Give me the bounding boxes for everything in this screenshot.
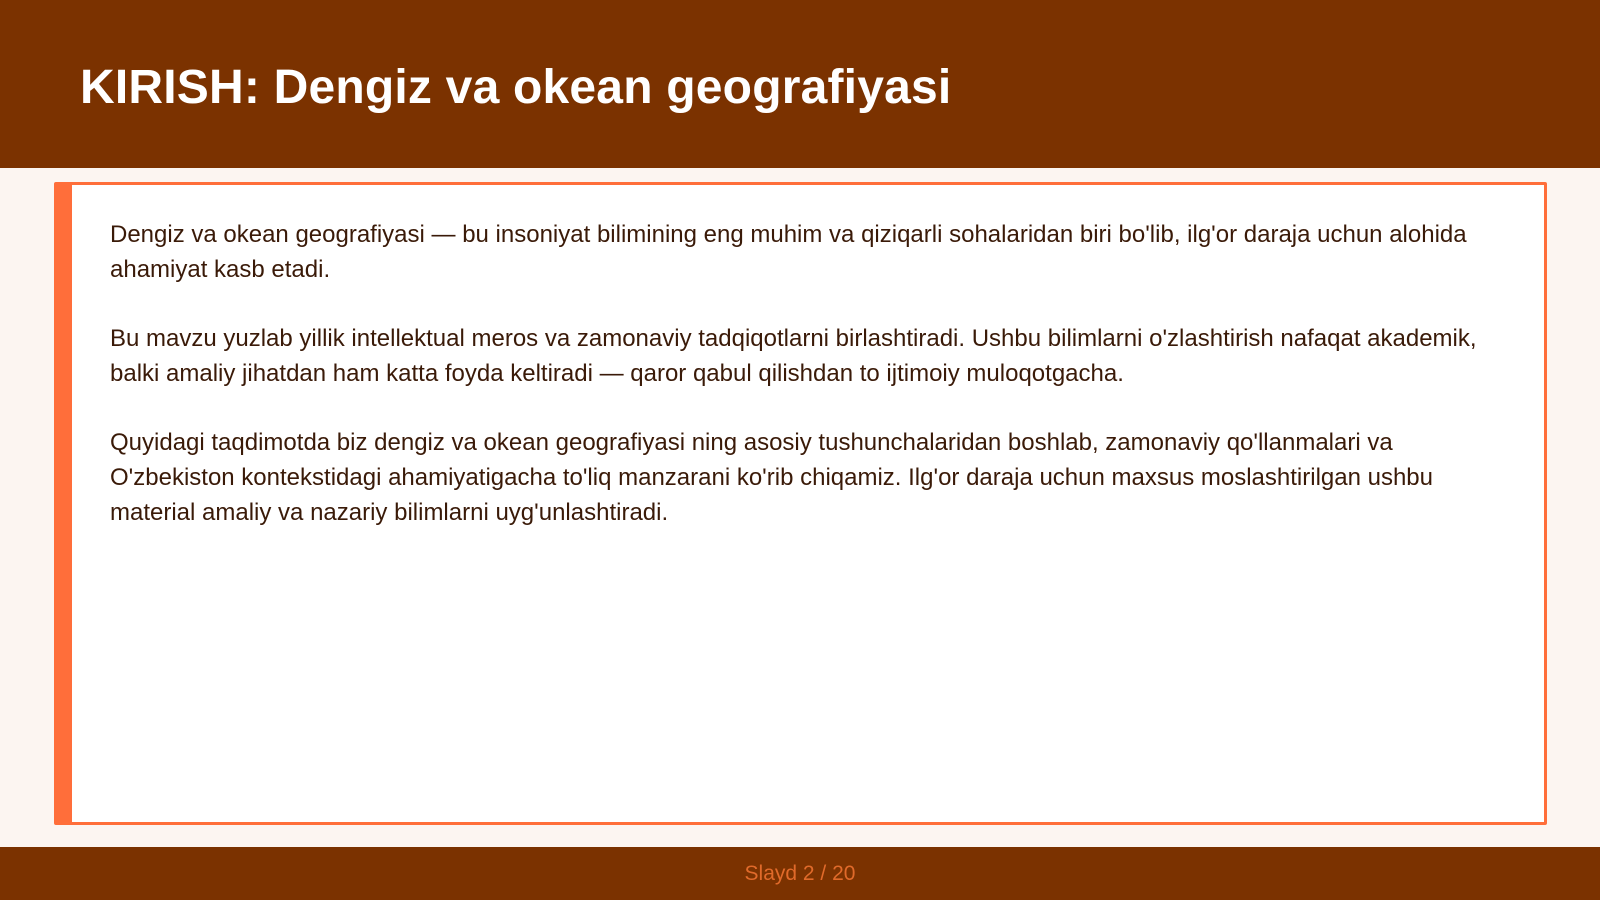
content-body xyxy=(110,217,1500,564)
paragraph-intro: Dengiz va okean geografiyasi — bu insoniyat bilimining eng muhim va qiziqarli sohalaridan biri bo'lib, ilg'or daraja uchun alohida ahamiyat kasb etadi. xyxy=(110,221,1467,283)
content-card xyxy=(54,182,1547,825)
footer-bar xyxy=(0,847,1600,900)
slide-title: KIRISH: Dengiz va okean geografiyasi xyxy=(80,61,952,114)
header-bar xyxy=(0,0,1600,168)
paragraph-heritage: Bu mavzu yuzlab yillik intellektual meros va zamonaviy tadqiqotlarni birlashtiradi. Ushbu bilimlarni o'zlashtirish nafaqat akademik, balki amaliy jihatdan ham katta foyda keltiradi — qaror qabul qilishdan to ijtimoiy muloqotgacha. xyxy=(110,325,1477,387)
slide-counter: Slayd 2 / 20 xyxy=(744,862,856,885)
paragraph-overview: Quyidagi taqdimotda biz dengiz va okean geografiyasi ning asosiy tushunchalaridan boshlab, zamonaviy qo'llanmalari va O'zbekiston kontekstidagi ahamiyatigacha to'liq manzarani ko'rib chiqamiz. Ilg'or daraja uchun maxsus moslashtirilgan ushbu material amaliy va nazariy bilimlarni uyg'unlashtiradi. xyxy=(110,429,1433,526)
